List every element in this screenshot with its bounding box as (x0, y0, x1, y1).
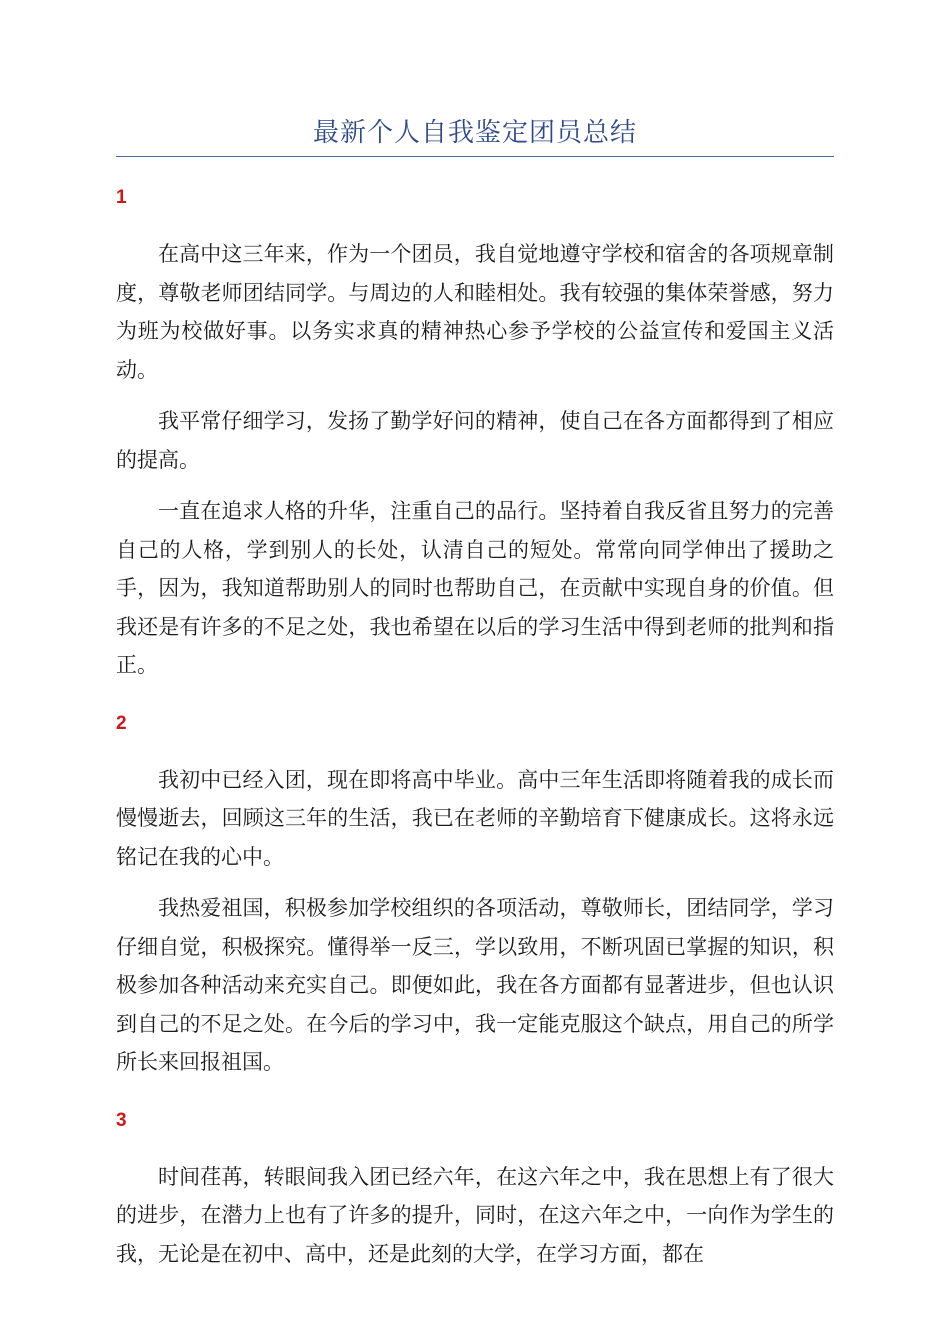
document-page (116, 0, 834, 1273)
section-2-paragraph-1: 我初中已经入团，现在即将高中毕业。高中三年生活即将随着我的成长而慢慢逝去，回顾这三年的生活，我已在老师的辛勤培育下健康成长。这将永远铭记在我的心中。 (116, 767, 834, 869)
section-1-paragraph-2: 我平常仔细学习，发扬了勤学好问的精神，使自己在各方面都得到了相应的提高。 (116, 409, 834, 472)
section-2-paragraph-2: 我热爱祖国，积极参加学校组织的各项活动，尊敬师长，团结同学，学习仔细自觉，积极探究。懂得举一反三，学以致用，不断巩固已掌握的知识，积极参加各种活动来充实自己。即便如此，我在各方面都有显著进步，但也认识到自己的不足之处。在今后的学习中，我一定能克服这个缺点，用自己的所学所长来回报祖国。 (116, 896, 834, 1074)
section-1-paragraph-3: 一直在追求人格的升华，注重自己的品行。坚持着自我反省且努力的完善自己的人格，学到别人的长处，认清自己的短处。常常向同学伸出了援助之手，因为，我知道帮助别人的同时也帮助自己，在贡献中实现自身的价值。但我还是有许多的不足之处，我也希望在以后的学习生活中得到老师的批判和指正。 (116, 499, 834, 677)
section-number-2: 2 (116, 712, 127, 734)
section-3-paragraph-1: 时间荏苒，转眼间我入团已经六年，在这六年之中，我在思想上有了很大的进步，在潜力上也有了许多的提升，同时，在这六年之中，一向作为学生的我，无论是在初中、高中，还是此刻的大学，在学习方面，都在 (116, 1164, 834, 1266)
document-title: 最新个人自我鉴定团员总结 (312, 118, 637, 148)
section-number-1: 1 (116, 187, 127, 208)
section-1-paragraph-1: 在高中这三年来，作为一个团员，我自觉地遵守学校和宿舍的各项规章制度，尊敬老师团结同学。与周边的人和睦相处。我有较强的集体荣誉感，努力为班为校做好事。以务实求真的精神热心参予学校的公益宣传和爱国主义活动。 (116, 242, 834, 382)
title-underline (116, 156, 834, 157)
section-number-3: 3 (116, 1109, 127, 1131)
